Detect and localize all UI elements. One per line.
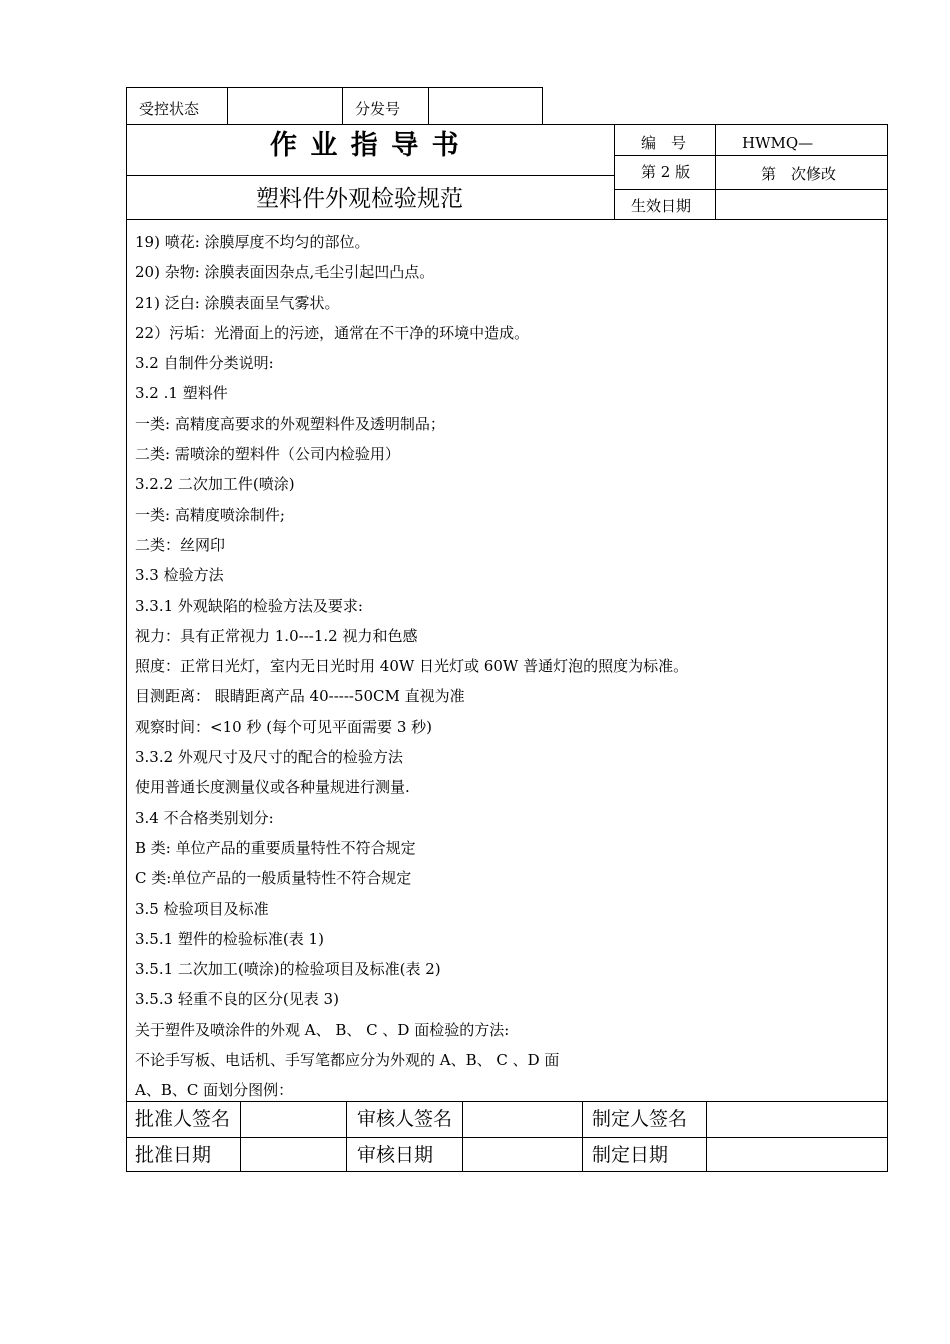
review-date-label: 审核日期 [357, 1144, 434, 1166]
body-line: 20) 杂物: 涂膜表面因杂点,毛尘引起凹凸点。 [135, 263, 435, 282]
page-subtitle: 塑料件外观检验规范 [256, 186, 463, 212]
effective-date-label: 生效日期 [631, 197, 692, 215]
body-line: 3.3.2 外观尺寸及尺寸的配合的检验方法 [135, 748, 403, 767]
body-line: 3.2 自制件分类说明: [135, 354, 274, 373]
header-divider-v1 [614, 124, 615, 220]
approver-label: 批准人签名 [135, 1108, 231, 1130]
body-line: 观察时间：<10 秒 (每个可见平面需要 3 秒) [135, 717, 432, 736]
body-line: 3.5 检验项目及标准 [135, 899, 269, 918]
body-line: 不论手写板、电话机、手写笔都应分为外观的 A、B、 C 、D 面 [135, 1051, 560, 1070]
revision-label: 第 次修改 [761, 165, 837, 183]
footer-divider-5 [706, 1101, 707, 1172]
footer-divider-4 [582, 1101, 583, 1172]
author-label: 制定人签名 [592, 1108, 688, 1130]
control-divider-3 [428, 87, 429, 125]
page-title: 作 业 指 导 书 [270, 130, 461, 161]
code-label: 编 号 [641, 134, 687, 152]
footer-divider-2 [346, 1101, 347, 1172]
footer-divider-1 [240, 1101, 241, 1172]
body-line: 照度：正常日光灯，室内无日光时用 40W 日光灯或 60W 普通灯泡的照度为标准。 [135, 657, 689, 676]
body-line: 19) 喷花: 涂膜厚度不均匀的部位。 [135, 233, 370, 251]
body-line: 目测距离： 眼睛距离产品 40-----50CM 直视为准 [135, 687, 465, 706]
control-dist-label: 分发号 [355, 100, 401, 118]
reviewer-label: 审核人签名 [357, 1108, 453, 1130]
footer-divider-3 [462, 1101, 463, 1172]
body-line: 3.3.1 外观缺陷的检验方法及要求: [135, 596, 363, 615]
body-line: 22）污垢：光滑面上的污迹，通常在不干净的环境中造成。 [135, 323, 530, 342]
header-bottom-line [126, 219, 888, 220]
body-line: 3.4 不合格类别划分: [135, 808, 274, 827]
body-line: 一类: 高精度喷涂制件; [135, 505, 285, 524]
control-divider-1 [227, 87, 228, 125]
body-line: 3.5.1 二次加工(喷涂)的检验项目及标准(表 2) [135, 960, 441, 979]
body-line: 二类: 需喷涂的塑料件（公司内检验用） [135, 445, 400, 464]
author-date-label: 制定日期 [592, 1144, 669, 1166]
header-divider-right-2 [614, 189, 888, 190]
body-line: 3.5.3 轻重不良的区分(见表 3) [135, 990, 339, 1009]
body-line: 3.2 .1 塑料件 [135, 384, 228, 403]
body-line: 3.5.1 塑件的检验标准(表 1) [135, 929, 324, 948]
header-divider-title [126, 175, 615, 176]
body-line: A、B、C 面划分图例： [135, 1081, 294, 1100]
body-line: 一类: 高精度高要求的外观塑料件及透明制品； [135, 414, 445, 433]
code-value: HWMQ— [742, 134, 814, 152]
header-divider-v2 [715, 124, 716, 220]
document-body [135, 232, 880, 1111]
body-line: B 类: 单位产品的重要质量特性不符合规定 [135, 838, 416, 857]
body-line: 二类：丝网印 [135, 535, 226, 554]
body-line: 3.2.2 二次加工件(喷涂) [135, 475, 295, 494]
control-status-label: 受控状态 [139, 100, 200, 118]
body-line: 21) 泛白: 涂膜表面呈气雾状。 [135, 293, 340, 312]
control-divider-2 [342, 87, 343, 125]
body-line: 使用普通长度测量仪或各种量规进行测量. [135, 778, 410, 797]
body-line: 关于塑件及喷涂件的外观 A、 B、 C 、D 面检验的方法: [135, 1020, 510, 1039]
body-line: 3.3 检验方法 [135, 566, 224, 585]
header-divider-right-1 [614, 155, 888, 156]
body-line: 视力：具有正常视力 1.0---1.2 视力和色感 [135, 626, 418, 645]
approve-date-label: 批准日期 [135, 1144, 212, 1166]
body-line: C 类:单位产品的一般质量特性不符合规定 [135, 869, 412, 888]
version-label: 第 2 版 [641, 163, 691, 181]
